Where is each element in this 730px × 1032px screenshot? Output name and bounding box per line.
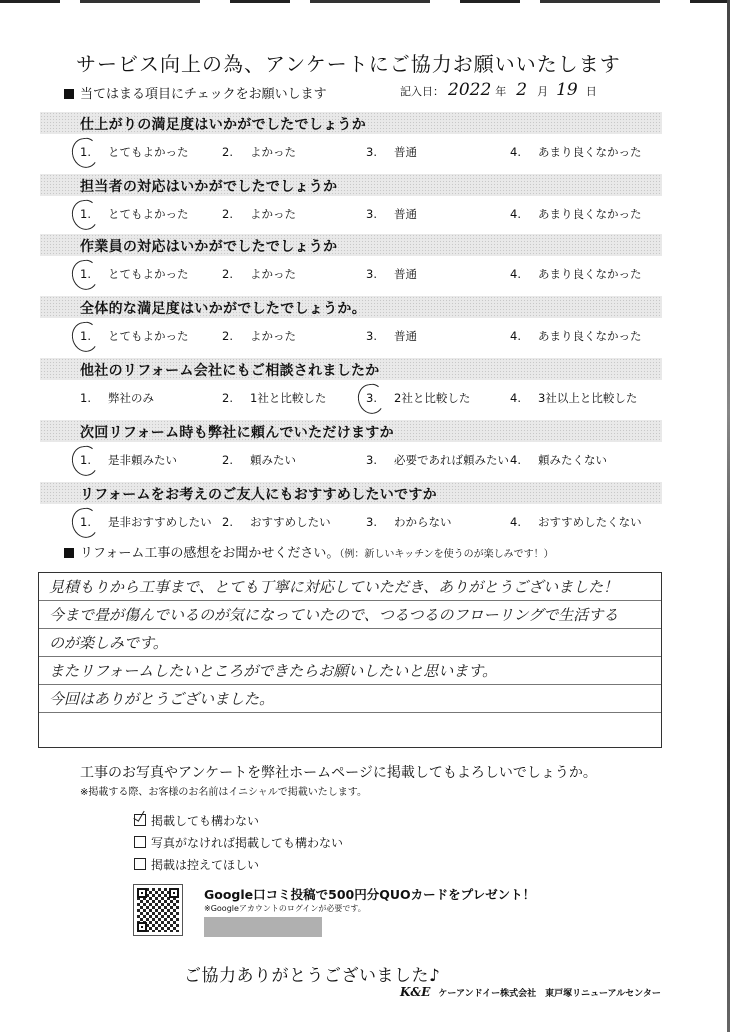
option-label: 頼みたくない [538, 453, 607, 467]
option-label: 2社と比較した [394, 391, 471, 405]
company-footer [400, 985, 661, 999]
selected-circle-icon [70, 444, 100, 477]
option-label: 必要であれば頼みたい [394, 453, 509, 467]
option-number: 3. [366, 267, 377, 281]
publish-option-label: 掲載は控えてほしい [151, 858, 260, 872]
answer-option[interactable] [222, 452, 296, 468]
selected-circle-icon [356, 382, 386, 415]
option-number: 1. [80, 329, 91, 343]
promo-review-button[interactable] [204, 917, 322, 937]
answer-option[interactable] [366, 390, 470, 406]
impressions-example: （例：新しいキッチンを使うのが楽しみです！） [339, 549, 554, 560]
publish-note: ※掲載する際、お客様のお名前はイニシャルで掲載いたします。 [80, 787, 367, 798]
impressions-heading [64, 542, 554, 561]
option-label: 普通 [394, 207, 417, 221]
option-number: 1. [80, 207, 91, 221]
answer-option[interactable] [80, 206, 189, 222]
question-title: リフォームをお考えのご友人にもおすすめしたいですか [80, 487, 437, 503]
selected-circle-icon [70, 320, 100, 353]
answer-option[interactable] [222, 328, 296, 344]
answer-option[interactable] [222, 390, 326, 406]
option-number: 4. [510, 145, 521, 159]
option-number: 2. [222, 453, 233, 467]
day-unit: 日 [585, 85, 597, 98]
publish-option-label: 写真がなければ掲載しても構わない [151, 836, 344, 850]
date-day-field[interactable]: 19 [556, 80, 578, 100]
answer-option[interactable] [80, 452, 177, 468]
question-title: 担当者の対応はいかがでしたでしょうか [80, 179, 338, 195]
option-label: 普通 [394, 267, 417, 281]
option-number: 1. [80, 391, 91, 405]
impressions-comment-box[interactable] [38, 572, 662, 748]
answer-option[interactable] [366, 266, 417, 282]
option-number: 2. [222, 329, 233, 343]
option-number: 2. [222, 267, 233, 281]
answer-option[interactable] [222, 206, 296, 222]
company-name: ケーアンドイー株式会社 東戸塚リニューアルセンター [438, 989, 661, 999]
answer-option[interactable] [510, 206, 642, 222]
answer-option[interactable] [366, 144, 417, 160]
option-label: 是非頼みたい [108, 453, 177, 467]
option-number: 3. [366, 391, 377, 405]
option-number: 4. [510, 207, 521, 221]
option-label: よかった [250, 207, 296, 221]
comment-line[interactable]: 今回はありがとうございました。 [39, 685, 661, 713]
publish-option-label: 掲載しても構わない [151, 814, 260, 828]
answer-option[interactable] [80, 266, 189, 282]
date-year-field[interactable]: 2022 [448, 80, 492, 100]
option-label: あまり良くなかった [538, 145, 642, 159]
promo-note: ※Googleアカウントのログインが必要です。 [204, 904, 366, 913]
answer-option[interactable] [80, 514, 212, 530]
comment-line[interactable]: のが楽しみです。 [39, 629, 661, 657]
option-label: おすすめしたくない [538, 515, 642, 529]
answer-option[interactable] [222, 266, 296, 282]
option-number: 1. [80, 515, 91, 529]
option-number: 2. [222, 145, 233, 159]
option-label: とてもよかった [108, 329, 189, 343]
scan-edge-top [0, 0, 730, 3]
answer-option[interactable] [366, 206, 417, 222]
comment-line[interactable] [39, 713, 661, 741]
option-number: 1. [80, 453, 91, 467]
answer-option[interactable] [366, 452, 509, 468]
answer-option[interactable] [510, 266, 642, 282]
selected-circle-icon [70, 258, 100, 291]
qr-finder-icon [137, 888, 147, 898]
publish-option-allow[interactable] [134, 812, 259, 829]
answer-option[interactable] [80, 390, 154, 406]
option-number: 2. [222, 391, 233, 405]
option-row [0, 144, 730, 164]
option-label: 普通 [394, 145, 417, 159]
square-bullet-icon [64, 548, 74, 558]
answer-option[interactable] [222, 514, 331, 530]
option-label: おすすめしたい [250, 515, 331, 529]
year-unit: 年 [495, 85, 507, 98]
checkbox-icon[interactable] [134, 858, 146, 870]
qr-code-icon[interactable] [133, 884, 183, 936]
question-title: 次回リフォーム時も弊社に頼んでいただけますか [80, 425, 394, 441]
entry-date [400, 80, 597, 100]
publish-question: 工事のお写真やアンケートを弊社ホームページに掲載してもよろしいでしょうか。 [80, 765, 597, 781]
page-title: サービス向上の為、アンケートにご協力お願いいたします [76, 52, 621, 76]
option-label: あまり良くなかった [538, 329, 642, 343]
option-label: よかった [250, 267, 296, 281]
option-number: 1. [80, 267, 91, 281]
comment-line[interactable]: またリフォームしたいところができたらお願いしたいと思います。 [39, 657, 661, 685]
option-number: 4. [510, 329, 521, 343]
square-bullet-icon [64, 89, 74, 99]
option-label: 是非おすすめしたい [108, 515, 212, 529]
option-number: 3. [366, 329, 377, 343]
option-row [0, 452, 730, 472]
publish-option-decline[interactable] [134, 856, 259, 873]
answer-option[interactable] [510, 328, 642, 344]
instruction-text: 当てはまる項目にチェックをお願いします [80, 87, 327, 102]
selected-circle-icon [70, 136, 100, 169]
option-number: 3. [366, 145, 377, 159]
option-label: とてもよかった [108, 267, 189, 281]
question-title: 作業員の対応はいかがでしたでしょうか [80, 239, 338, 255]
selected-circle-icon [70, 506, 100, 539]
qr-finder-icon [137, 922, 147, 932]
option-number: 4. [510, 267, 521, 281]
question-title: 仕上がりの満足度はいかがでしたでしょうか [80, 117, 366, 133]
option-row [0, 514, 730, 534]
answer-option[interactable] [80, 144, 189, 160]
answer-option[interactable] [510, 144, 642, 160]
option-number: 2. [222, 207, 233, 221]
qr-finder-icon [169, 888, 179, 898]
date-month-field[interactable]: 2 [516, 80, 528, 100]
option-label: あまり良くなかった [538, 207, 642, 221]
answer-option[interactable] [510, 452, 607, 468]
comment-line[interactable]: 見積もりから工事まで、とても丁寧に対応していただき、ありがとうございました！ [39, 573, 661, 601]
answer-option[interactable] [510, 390, 637, 406]
impressions-heading-text: リフォーム工事の感想をお聞かせください。 [80, 546, 340, 561]
option-number: 2. [222, 515, 233, 529]
instruction [64, 83, 327, 102]
option-number: 3. [366, 453, 377, 467]
answer-option[interactable] [366, 514, 452, 530]
answer-option[interactable] [222, 144, 296, 160]
comment-line[interactable]: 今まで畳が傷んでいるのが気になっていたので、つるつるのフローリングで生活する [39, 601, 661, 629]
checkbox-icon[interactable] [134, 836, 146, 848]
option-label: とてもよかった [108, 207, 189, 221]
option-row [0, 390, 730, 410]
option-row [0, 328, 730, 348]
option-label: あまり良くなかった [538, 267, 642, 281]
answer-option[interactable] [80, 328, 189, 344]
option-number: 1. [80, 145, 91, 159]
question-title: 全体的な満足度はいかがでしたでしょうか。 [80, 301, 366, 317]
selected-circle-icon [70, 198, 100, 231]
option-number: 4. [510, 515, 521, 529]
option-label: 弊社のみ [108, 391, 154, 405]
option-label: 1社と比較した [250, 391, 327, 405]
question-title: 他社のリフォーム会社にもご相談されましたか [80, 363, 380, 379]
option-label: 頼みたい [250, 453, 296, 467]
month-unit: 月 [537, 85, 549, 98]
option-number: 4. [510, 391, 521, 405]
option-row [0, 266, 730, 286]
option-label: 普通 [394, 329, 417, 343]
company-logo: K&E [400, 985, 431, 999]
publish-option-no-photo[interactable] [134, 834, 343, 851]
checkbox-checked-icon[interactable] [134, 814, 146, 826]
option-label: 3社以上と比較した [538, 391, 638, 405]
thanks-message: ご協力ありがとうございました♪ [184, 966, 441, 986]
option-label: よかった [250, 145, 296, 159]
option-row [0, 206, 730, 226]
date-label: 記入日： [400, 85, 444, 98]
answer-option[interactable] [366, 328, 417, 344]
option-label: とてもよかった [108, 145, 189, 159]
option-label: よかった [250, 329, 296, 343]
option-number: 3. [366, 207, 377, 221]
option-number: 4. [510, 453, 521, 467]
answer-option[interactable] [510, 514, 642, 530]
promo-title: Google口コミ投稿で500円分QUOカードをプレゼント！ [204, 887, 536, 902]
option-label: わからない [394, 515, 452, 529]
option-number: 3. [366, 515, 377, 529]
